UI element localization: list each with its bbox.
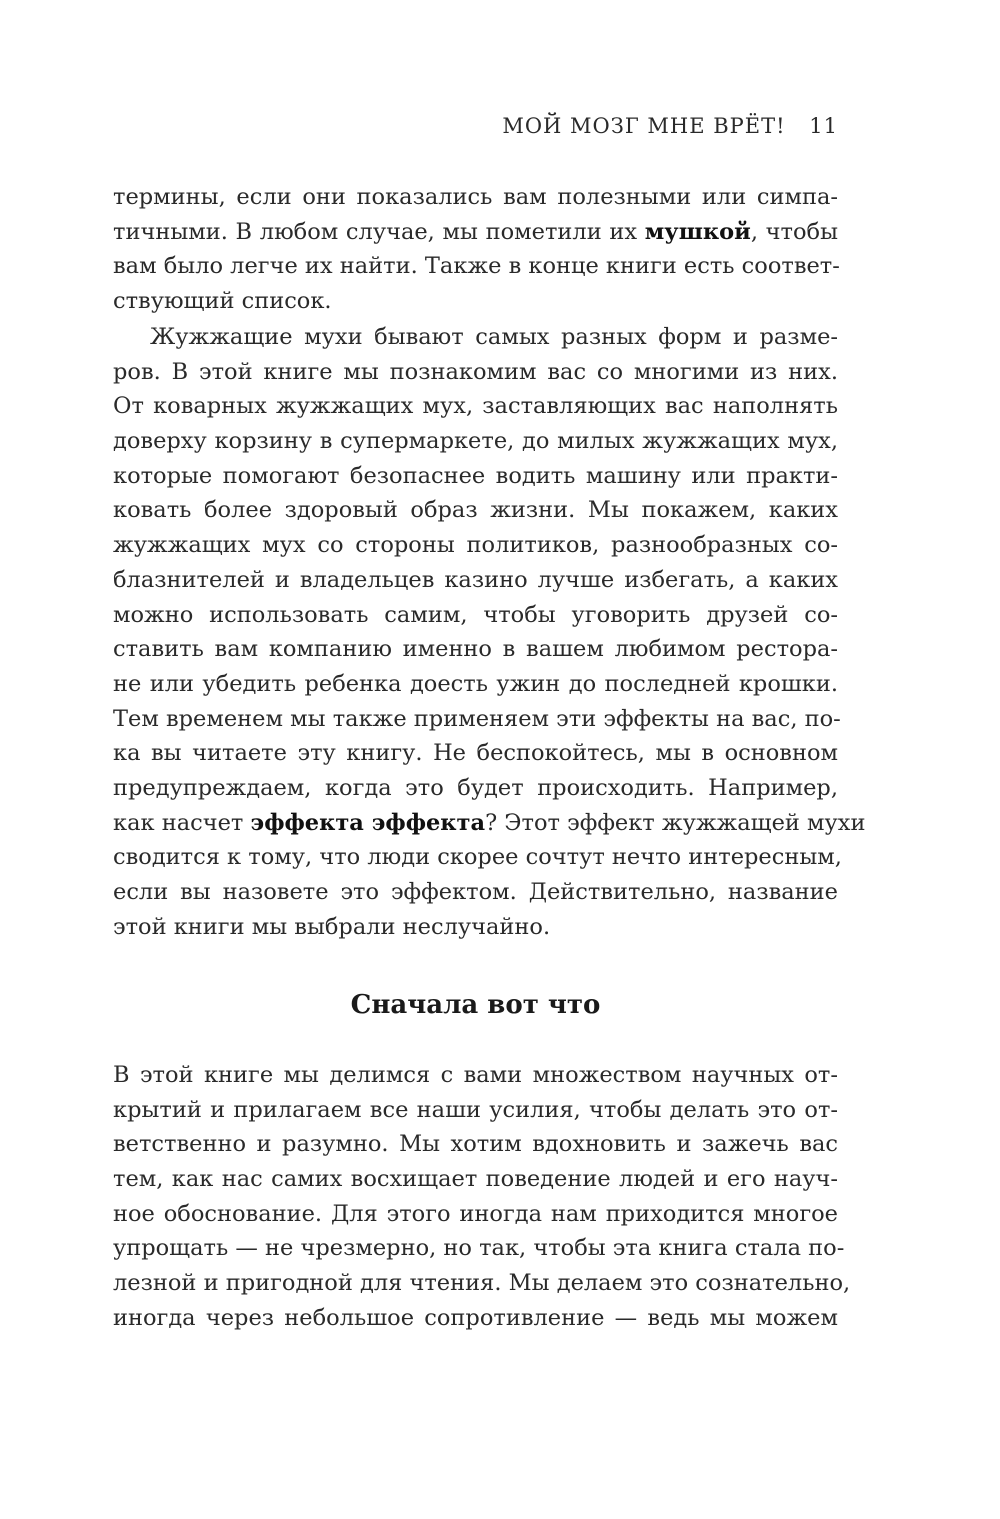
text-line: ковать более здоровый образ жизни. Мы покажем, каких: [113, 497, 838, 524]
text-line: Тем временем мы также применяем эти эффекты на вас, по-: [113, 705, 841, 732]
paragraph: [113, 320, 866, 944]
text-line: тем, как нас самих восхищает поведение людей и его науч-: [113, 1166, 838, 1193]
running-title: МОЙ МОЗГ МНЕ ВРЁТ!: [502, 114, 786, 138]
text-line: От коварных жужжащих мух, заставляющих вас наполнять: [113, 393, 838, 420]
text-line: упрощать — не чрезмерно, но так, чтобы эта книга стала по-: [113, 1235, 845, 1262]
text-line: Жужжащие мухи бывают самых разных форм и разме-: [150, 324, 838, 350]
text-line: если вы назовете это эффектом. Действительно, название: [113, 879, 838, 905]
text-line: ное обоснование. Для этого иногда нам приходится многое: [113, 1200, 838, 1227]
text-line: вам было легче их найти. Также в конце книги есть соответ-: [113, 253, 840, 280]
text-line: можно использовать самим, чтобы уговорить друзей со-: [113, 601, 838, 628]
text-line: не или убедить ребенка доесть ужин до последней крошки.: [113, 670, 838, 697]
text-line: жужжащих мух со стороны политиков, разнообразных со-: [113, 532, 838, 559]
text-line: иногда через небольшое сопротивление — ведь мы можем: [113, 1304, 838, 1331]
text-line: как насчет эффекта эффекта? Этот эффект жужжащей мухи: [113, 809, 866, 836]
text-line: ставить вам компанию именно в вашем любимом рестора-: [113, 636, 838, 663]
text-line: лезной и пригодной для чтения. Мы делаем это сознательно,: [113, 1270, 851, 1297]
text-line: ров. В этой книге мы познакомим вас со многими из них.: [113, 358, 838, 385]
bold-term: мушкой: [644, 218, 751, 245]
text-line: сводится к тому, что люди скорее сочтут нечто интересным,: [113, 844, 842, 871]
text-line: В этой книге мы делимся с вами множеством научных от-: [113, 1062, 838, 1088]
paragraph: [113, 1058, 851, 1336]
paragraph-continued: [113, 180, 838, 319]
section-heading: Сначала вот что: [350, 990, 601, 1020]
text-line: предупреждаем, когда это будет происходить. Например,: [113, 774, 838, 801]
text-line: крытий и прилагаем все наши усилия, чтобы делать это от-: [113, 1096, 838, 1123]
text-line: ветственно и разумно. Мы хотим вдохновить и зажечь вас: [113, 1131, 838, 1158]
text-line: тичными. В любом случае, мы пометили их мушкой, чтобы: [113, 218, 838, 245]
bold-term: эффекта эффекта: [250, 809, 486, 836]
text-line: которые помогают безопаснее водить машину или практи-: [113, 462, 838, 489]
text-line: ка вы читаете эту книгу. Не беспокойтесь, мы в основном: [113, 740, 838, 767]
page-number: 11: [809, 114, 838, 138]
text-line: блазнителей и владельцев казино лучше избегать, а каких: [113, 566, 838, 593]
text-line: этой книги мы выбрали неслучайно.: [113, 913, 551, 940]
running-header: [502, 114, 838, 138]
text-line: термины, если они показались вам полезными или симпа-: [113, 184, 838, 210]
text-line: доверху корзину в супермаркете, до милых жужжащих мух,: [113, 428, 838, 455]
text-line: ствующий список.: [113, 288, 332, 315]
